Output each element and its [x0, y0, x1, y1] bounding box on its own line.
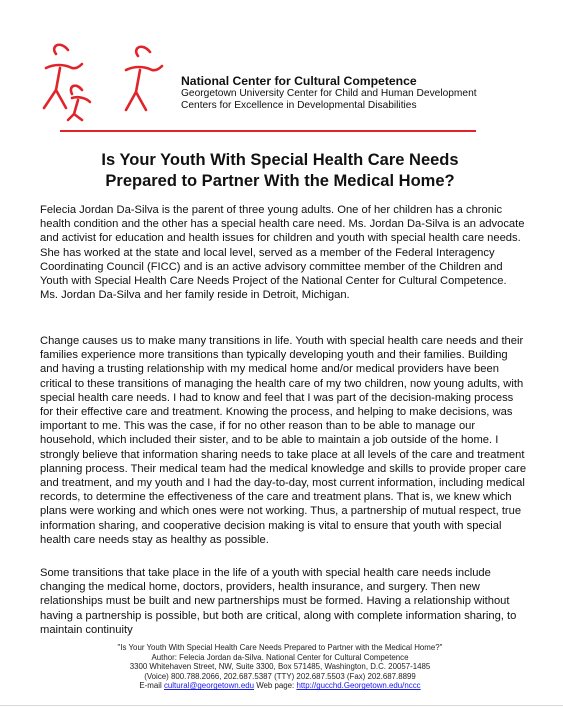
email-label: E-mail [139, 681, 162, 691]
page-bottom-edge [0, 705, 563, 706]
organization-subtitle: Centers for Excellence in Developmental Disabilities [181, 100, 417, 112]
title-line: Is Your Youth With Special Health Care Needs [101, 151, 459, 169]
body-paragraph: Change causes us to make many transitions in life. Youth with special health care needs and their families experience more transitions than typically developing youth and their families. Building and having a trusting relationship with my medical home and/or medical providers have been critical to these transitions of managing the health care of my two children, now young adults, with special health care needs. I had to know and feel that I was part of the decision-making process for their effective care and treatment. Knowing the process, and helping to make decisions, was important to me. This was the case, if for no other reason than to be able to manage our household, which included their sister, and to be able to maintain a job outside of the home. I strongly believe that information sharing needs to take place at all levels of the care and treatment planning process. Their medical team had the medical knowledge and skills to provide proper care and treatment, and my youth and I had the day-to-day, most current information, including medical records, to determine the effectiveness of the care and treatment plans. That is, we knew which plans were working and which ones were not working. Thus, a partnership of mutual respect, true information sharing, and cooperative decision making is vital to ensure that youth with special health care needs stay as healthy as possible. [40, 335, 527, 546]
organization-header [181, 74, 541, 113]
body-paragraph: Some transitions that take place in the life of a youth with special health care needs include changing the medical home, doctors, providers, health insurance, and surgery. Then new relationships must be built and new partnerships must be formed. Having a relationship without having a partnership is possible, but both are critical, along with complete information sharing, to maintain continuity [40, 567, 517, 636]
web-link[interactable]: http://gucchd.Georgetown.edu/nccc [296, 681, 421, 691]
footer-contact [60, 681, 500, 691]
document-title [40, 150, 520, 191]
organization-subtitle: Georgetown University Center for Child and Human Development [181, 88, 477, 99]
organization-name: National Center for Cultural Competence [181, 74, 417, 88]
footer [60, 643, 500, 691]
people-figures-logo-icon [38, 38, 168, 122]
email-link[interactable]: cultural@georgetown.edu [163, 681, 255, 691]
header-divider [60, 130, 476, 132]
footer-citation: "Is Your Youth With Special Health Care Needs Prepared to Partner with the Medical Home?" [117, 643, 443, 652]
web-label: Web page: [256, 681, 295, 691]
author-bio-paragraph: Felecia Jordan Da-Silva is the parent of three young adults. One of her children has a chronic health condition and the other has a special health care need. Ms. Jordan Da-Silva is an advocate and activist for education and health issues for children and youth with special health care needs. She has worked at the state and local level, served as a member of the Federal Interagency Coordinating Council (FICC) and is an active advisory committee member of the Children and Youth with Special Health Care Needs Project of the National Center for Cultural Competence. Ms. Jordan Da-Silva and her family reside in Detroit, Michigan. [40, 204, 525, 302]
footer-address: 3300 Whitehaven Street, NW, Suite 3300, Box 571485, Washington, D.C. 20057-1485 [129, 662, 431, 672]
footer-phone: (Voice) 800.788.2066, 202.687.5387 (TTY) 202.687.5503 (Fax) 202.687.8899 [144, 671, 416, 681]
footer-author: Author: Felecia Jordan da-Silva. National Center for Cultural Competence [151, 652, 409, 662]
title-line: Prepared to Partner With the Medical Home? [105, 171, 455, 190]
